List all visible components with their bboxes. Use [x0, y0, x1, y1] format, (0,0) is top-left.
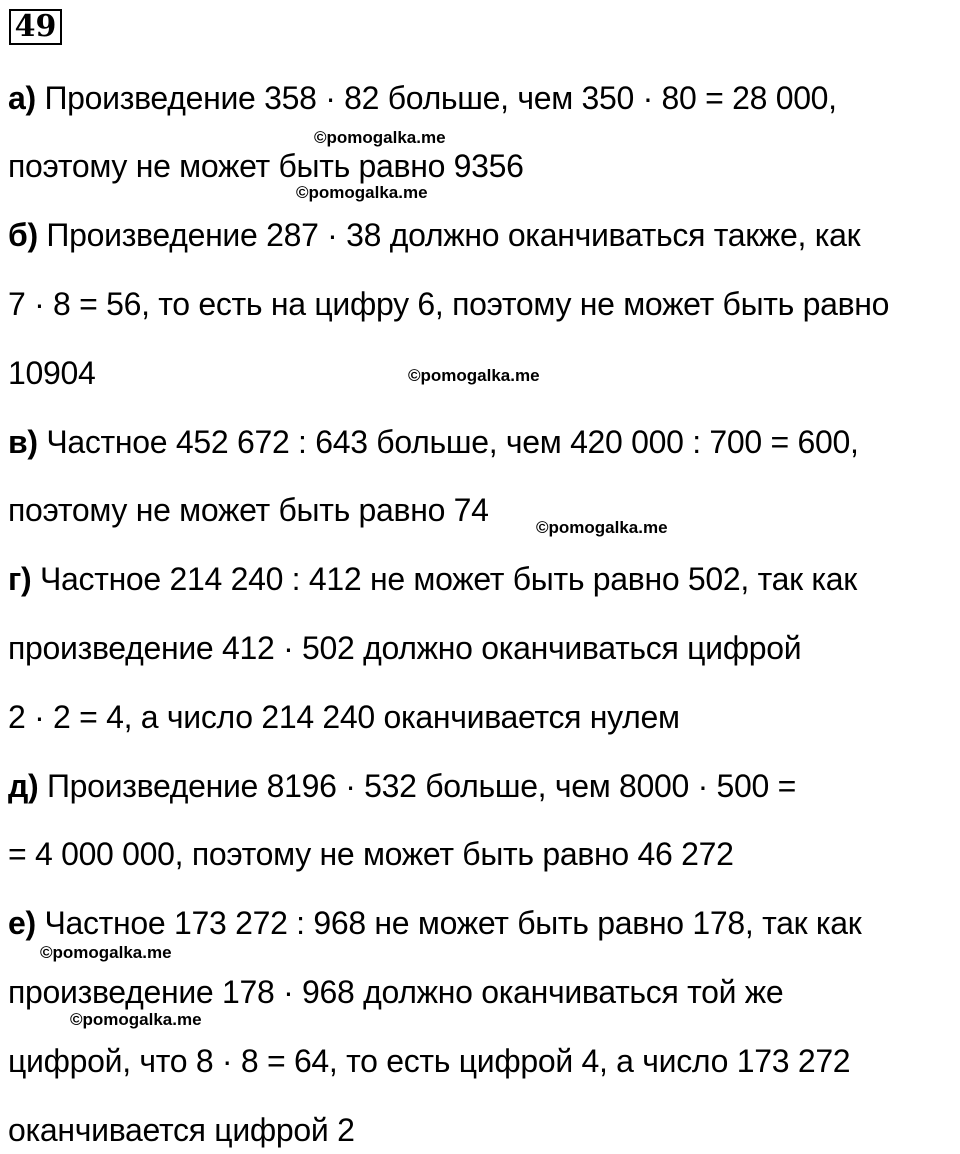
line-text: произведение 178 · 968 должно оканчиваться той же: [8, 974, 784, 1010]
watermark: ©pomogalka.me: [70, 1010, 202, 1029]
watermark: ©pomogalka.me: [40, 943, 172, 962]
text-line-a2: [8, 146, 524, 186]
part-label-a: а): [8, 80, 36, 116]
text-line-v1: [8, 422, 859, 462]
text-line-b2: [8, 284, 889, 324]
line-text: = 4 000 000, поэтому не может быть равно 46 272: [8, 836, 734, 872]
text-line-g3: [8, 697, 680, 737]
watermark: ©pomogalka.me: [296, 183, 428, 202]
line-text: Частное 173 272 : 968 не может быть равно 178, так как: [35, 905, 862, 941]
line-text: 2 · 2 = 4, а число 214 240 оканчивается нулем: [8, 699, 680, 735]
line-text: поэтому не может быть равно 74: [8, 492, 489, 528]
line-text: 7 · 8 = 56, то есть на цифру 6, поэтому не может быть равно: [8, 286, 890, 322]
text-line-g1: [8, 559, 857, 599]
text-line-v2: [8, 490, 489, 530]
line-text: Частное 214 240 : 412 не может быть равно 502, так как: [31, 561, 857, 597]
text-line-e1: [8, 903, 861, 943]
text-line-e4: [8, 1110, 355, 1150]
line-text: цифрой, что 8 · 8 = 64, то есть цифрой 4, а число 173 272: [8, 1043, 851, 1079]
text-line-g2: [8, 628, 801, 668]
text-line-d2: [8, 834, 734, 874]
text-line-b1: [8, 215, 860, 255]
line-text: Произведение 287 · 38 должно оканчиваться также, как: [37, 217, 861, 253]
line-text: Частное 452 672 : 643 больше, чем 420 000 : 700 = 600,: [37, 424, 859, 460]
line-text: произведение 412 · 502 должно оканчиваться цифрой: [8, 630, 802, 666]
line-text: 10904: [8, 355, 96, 391]
part-label-d: д): [8, 768, 39, 804]
part-label-v: в): [8, 424, 38, 460]
problem-number-box: 49: [9, 9, 62, 45]
text-line-d1: [8, 766, 796, 806]
text-line-e3: [8, 1041, 850, 1081]
text-line-a1: [8, 78, 837, 118]
line-text: оканчивается цифрой 2: [8, 1112, 355, 1148]
line-text: поэтому не может быть равно 9356: [8, 148, 524, 184]
watermark: ©pomogalka.me: [314, 128, 446, 147]
watermark: ©pomogalka.me: [536, 518, 668, 537]
line-text: Произведение 358 · 82 больше, чем 350 · 80 = 28 000,: [35, 80, 837, 116]
part-label-g: г): [8, 561, 32, 597]
line-text: Произведение 8196 · 532 больше, чем 8000 · 500 =: [38, 768, 797, 804]
watermark: ©pomogalka.me: [408, 366, 540, 385]
text-line-b3: [8, 353, 96, 393]
part-label-b: б): [8, 217, 38, 253]
text-line-e2: [8, 972, 783, 1012]
part-label-e: е): [8, 905, 36, 941]
